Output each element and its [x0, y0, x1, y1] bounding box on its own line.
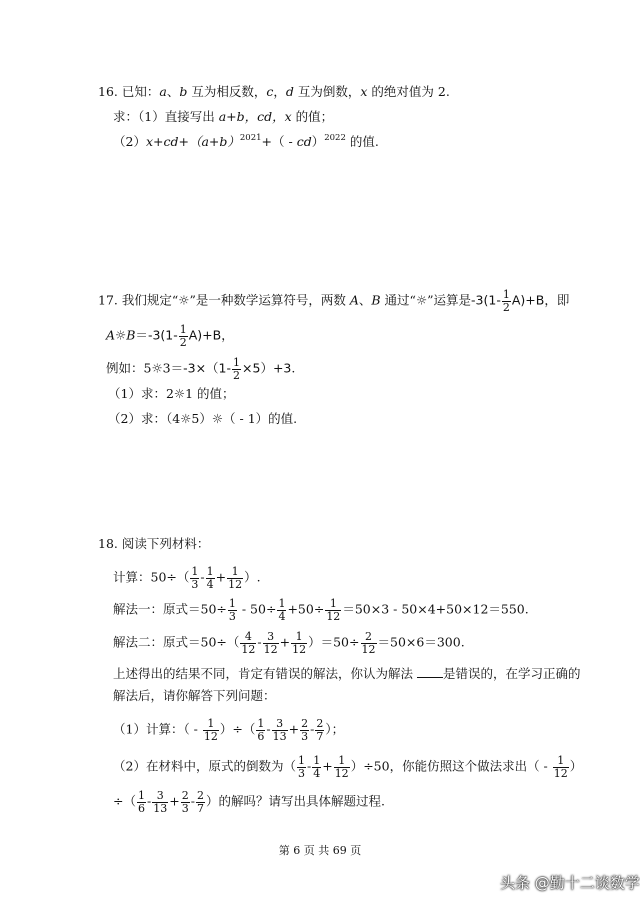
q17-number: 17. [98, 292, 118, 308]
q18-paragraph1: 上述得出的结果不同，肯定有错误的解法，你认为解法 是错误的，在学习正确的 [113, 666, 581, 681]
q18-method1: 解法一：原式＝50÷ $\frac{1}{3}$ - 50÷ $\frac{1}{4}$ +50÷ $\frac{1}{12}$ ＝50×3 - 50×4+50×12＝550. [113, 597, 529, 623]
page-number: 6 [293, 844, 301, 857]
q18-number: 18. [98, 536, 118, 551]
q18-sub2: （2）在材料中，原式的倒数为（ $\frac{1}{3}$ - $\frac{1}{4}$ + $\frac{1}{12}$ ）÷50，你能仿照这个做法求出（ - $\frac{1}{12}$ ） [113, 754, 583, 780]
answer-blank [417, 665, 443, 678]
watermark: 头条 @勤十二谈数学 [500, 874, 640, 892]
q17-line1: 17. 我们规定“☼”是一种数学运算符号，两数 A、B 通过“☼”运算是-3(1- $\frac{1}{2}$ A)+B，即 [98, 288, 570, 314]
q18-sub1: （1）计算：（ - $\frac{1}{12}$ ）÷（ $\frac{1}{6}$ - $\frac{3}{13}$ + $\frac{2}{3}$ - $\frac{2}{7}$ ）； [113, 717, 345, 743]
page-footer: 第 6 页 共 69 页 [278, 844, 362, 857]
fraction-half: $\frac{1}{2}$ [502, 288, 510, 314]
q18-paragraph2: 解法后，请你解答下列问题： [113, 688, 276, 703]
q17-example: 例如：5☼3＝-3×（1- $\frac{1}{2}$ ×5）+3. [106, 356, 296, 382]
total-pages: 69 [332, 844, 347, 857]
q17-part1: （1）求：2☼1 的值； [108, 386, 235, 401]
q18-line1: 18. 阅读下列材料： [98, 536, 210, 551]
q16-part2: $(2)x+cd+(a+b)^{2021}+( - cd)^{2022}$ 的值. [113, 133, 379, 149]
q18-calc: 计算：50÷（ $\frac{1}{3}$ - $\frac{1}{4}$ + $\frac{1}{12}$ ）. [113, 565, 261, 591]
q18-method2: 解法二：原式＝50÷（ $\frac{4}{12}$ - $\frac{3}{12}$ + $\frac{1}{12}$ ）＝50÷ $\frac{2}{12}$ ＝50×6＝300. [113, 630, 465, 656]
q17-part2: （2）求：（4☼5）☼（ - 1）的值. [108, 411, 298, 426]
fraction-half: $\frac{1}{2}$ [179, 323, 187, 349]
fraction-half: $\frac{1}{2}$ [233, 356, 241, 382]
q16-part1: 求：（1）直接写出 a+b，cd，x 的值； [113, 109, 334, 124]
q16-line1: 16. 已知：a、b 互为相反数，c，d 互为倒数，x 的绝对值为 2. [98, 84, 450, 99]
q16-number: 16. [98, 84, 118, 99]
q18-sub3: ÷（ $\frac{1}{6}$ - $\frac{3}{13}$ + $\frac{2}{3}$ - $\frac{2}{7}$ ）的解吗？请写出具体解题过程. [113, 789, 385, 815]
q17-definition: A☼B＝-3(1- $\frac{1}{2}$ A)+B， [106, 323, 234, 349]
